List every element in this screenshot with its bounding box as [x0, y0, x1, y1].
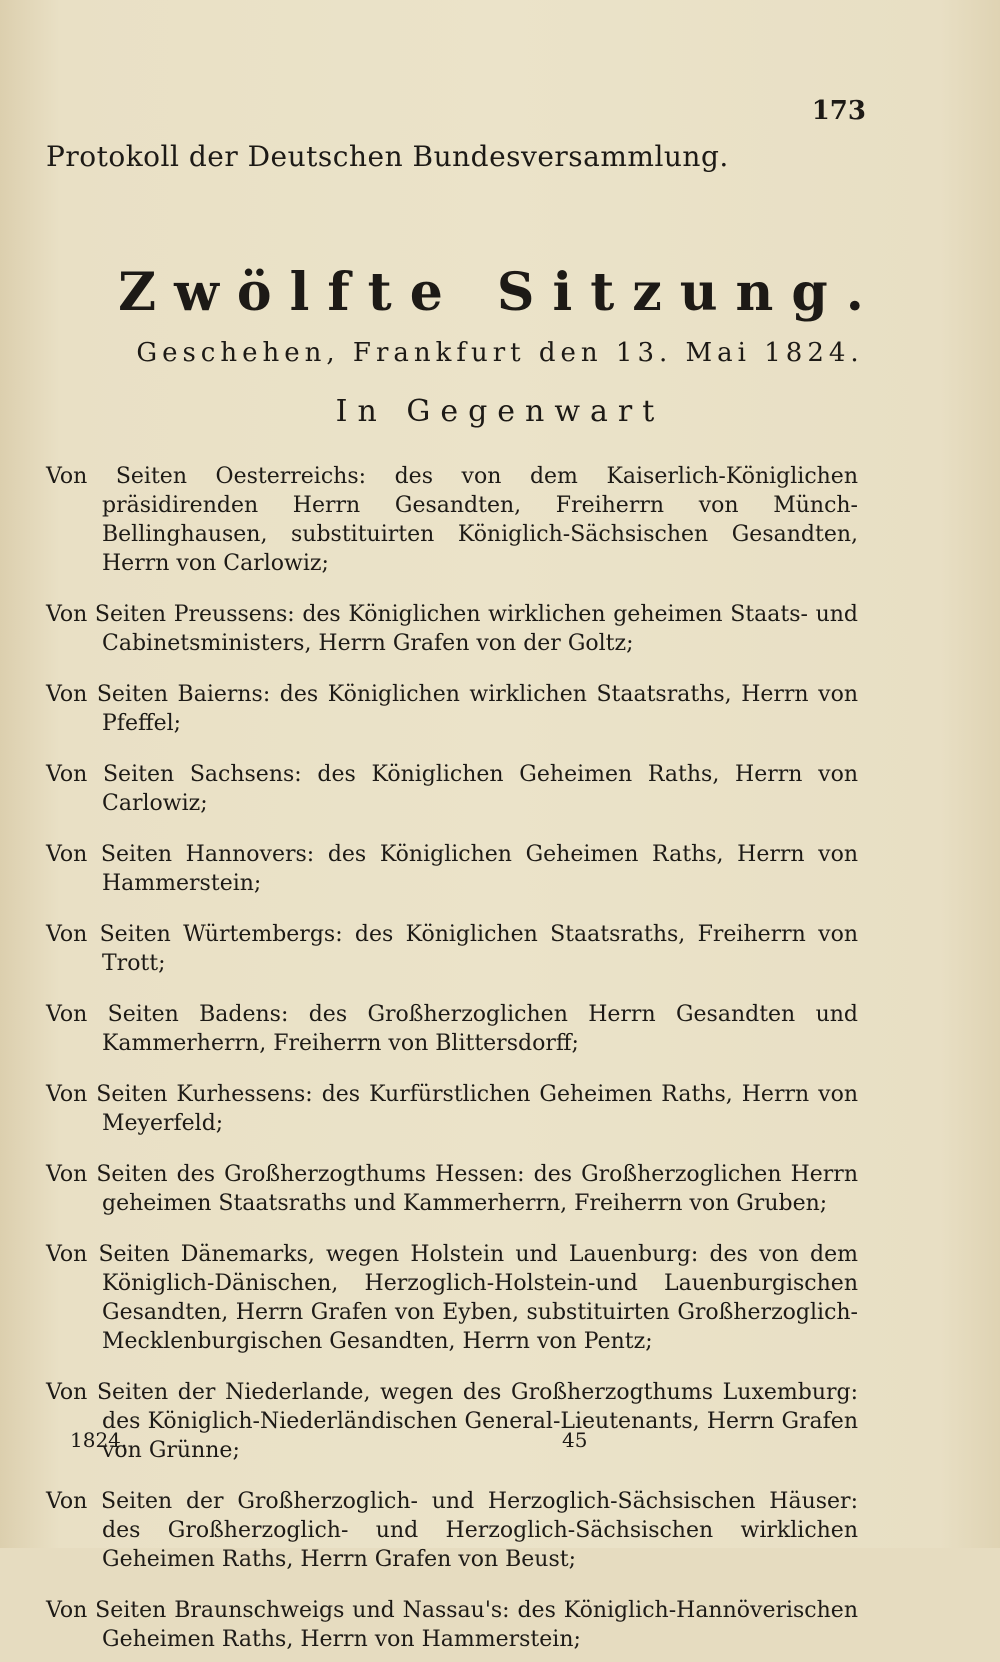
footer-year: 1824.: [70, 1428, 128, 1452]
entry-baiern: Von Seiten Baierns: des Königlichen wirklichen Staatsraths, Herrn von Pfeffel;: [46, 682, 858, 736]
date-line: Geschehen, Frankfurt den 13. Mai 1824.: [136, 338, 864, 368]
entry-hessen: Von Seiten des Großherzogthums Hessen: des Großherzoglichen Herrn geheimen Staatsraths und Kammerherrn, Freiherrn von Gruben;: [46, 1162, 858, 1216]
entry-saechsische-haeuser: Von Seiten der Großherzoglich- und Herzoglich-Sächsischen Häuser: des Großherzoglich- und Herzoglich-Sächsischen wirklichen Geheimen Raths, Herrn Grafen von Beust;: [46, 1489, 858, 1572]
page-number: 173: [811, 96, 866, 126]
session-title: Zwölfte Sitzung.: [118, 262, 882, 323]
entry-preussen: Von Seiten Preussens: des Königlichen wirklichen geheimen Staats- und Cabinetsministers, Herrn Grafen von der Goltz;: [46, 602, 858, 656]
entry-niederlande: Von Seiten der Niederlande, wegen des Großherzogthums Luxemburg: des Königlich-Niederländischen General-Lieutenants, Herrn Grafen von Grünne;: [46, 1380, 858, 1463]
entry-sachsen: Von Seiten Sachsens: des Königlichen Geheimen Raths, Herrn von Carlowiz;: [46, 762, 858, 816]
entry-kurhessen: Von Seiten Kurhessens: des Kurfürstlichen Geheimen Raths, Herrn von Meyerfeld;: [46, 1082, 858, 1136]
entry-oesterreich: Von Seiten Oesterreichs: des von dem Kaiserlich-Königlichen präsidirenden Herrn Gesandten, Freiherrn von Münch-Bellinghausen, substituirten Königlich-Sächsischen Gesandten, Herrn von Carlowiz;: [46, 464, 858, 576]
attendance-list: [46, 440, 858, 1662]
running-head: Protokoll der Deutschen Bundesversammlung.: [46, 140, 729, 173]
entry-daenemark: Von Seiten Dänemarks, wegen Holstein und Lauenburg: des von dem Königlich-Dänischen, Herzoglich-Holstein-und Lauenburgischen Gesandten, Herrn Grafen von Eyben, substituirten Großherzoglich-Mecklenburgischen Gesandten, Herrn von Pentz;: [46, 1242, 858, 1354]
entry-hannover: Von Seiten Hannovers: des Königlichen Geheimen Raths, Herrn von Hammerstein;: [46, 842, 858, 896]
entry-baden: Von Seiten Badens: des Großherzoglichen Herrn Gesandten und Kammerherrn, Freiherrn von Blittersdorff;: [46, 1002, 858, 1056]
page-footer: [0, 1428, 1000, 1458]
signature-mark: 45: [562, 1428, 588, 1452]
entry-wuertemberg: Von Seiten Würtembergs: des Königlichen Staatsraths, Freiherrn von Trott;: [46, 922, 858, 976]
presence-heading: In Gegenwart: [335, 394, 665, 429]
entry-braunschweig-nassau: Von Seiten Braunschweigs und Nassau's: des Königlich-Hannöverischen Geheimen Raths, Herrn von Hammerstein;: [46, 1598, 858, 1652]
